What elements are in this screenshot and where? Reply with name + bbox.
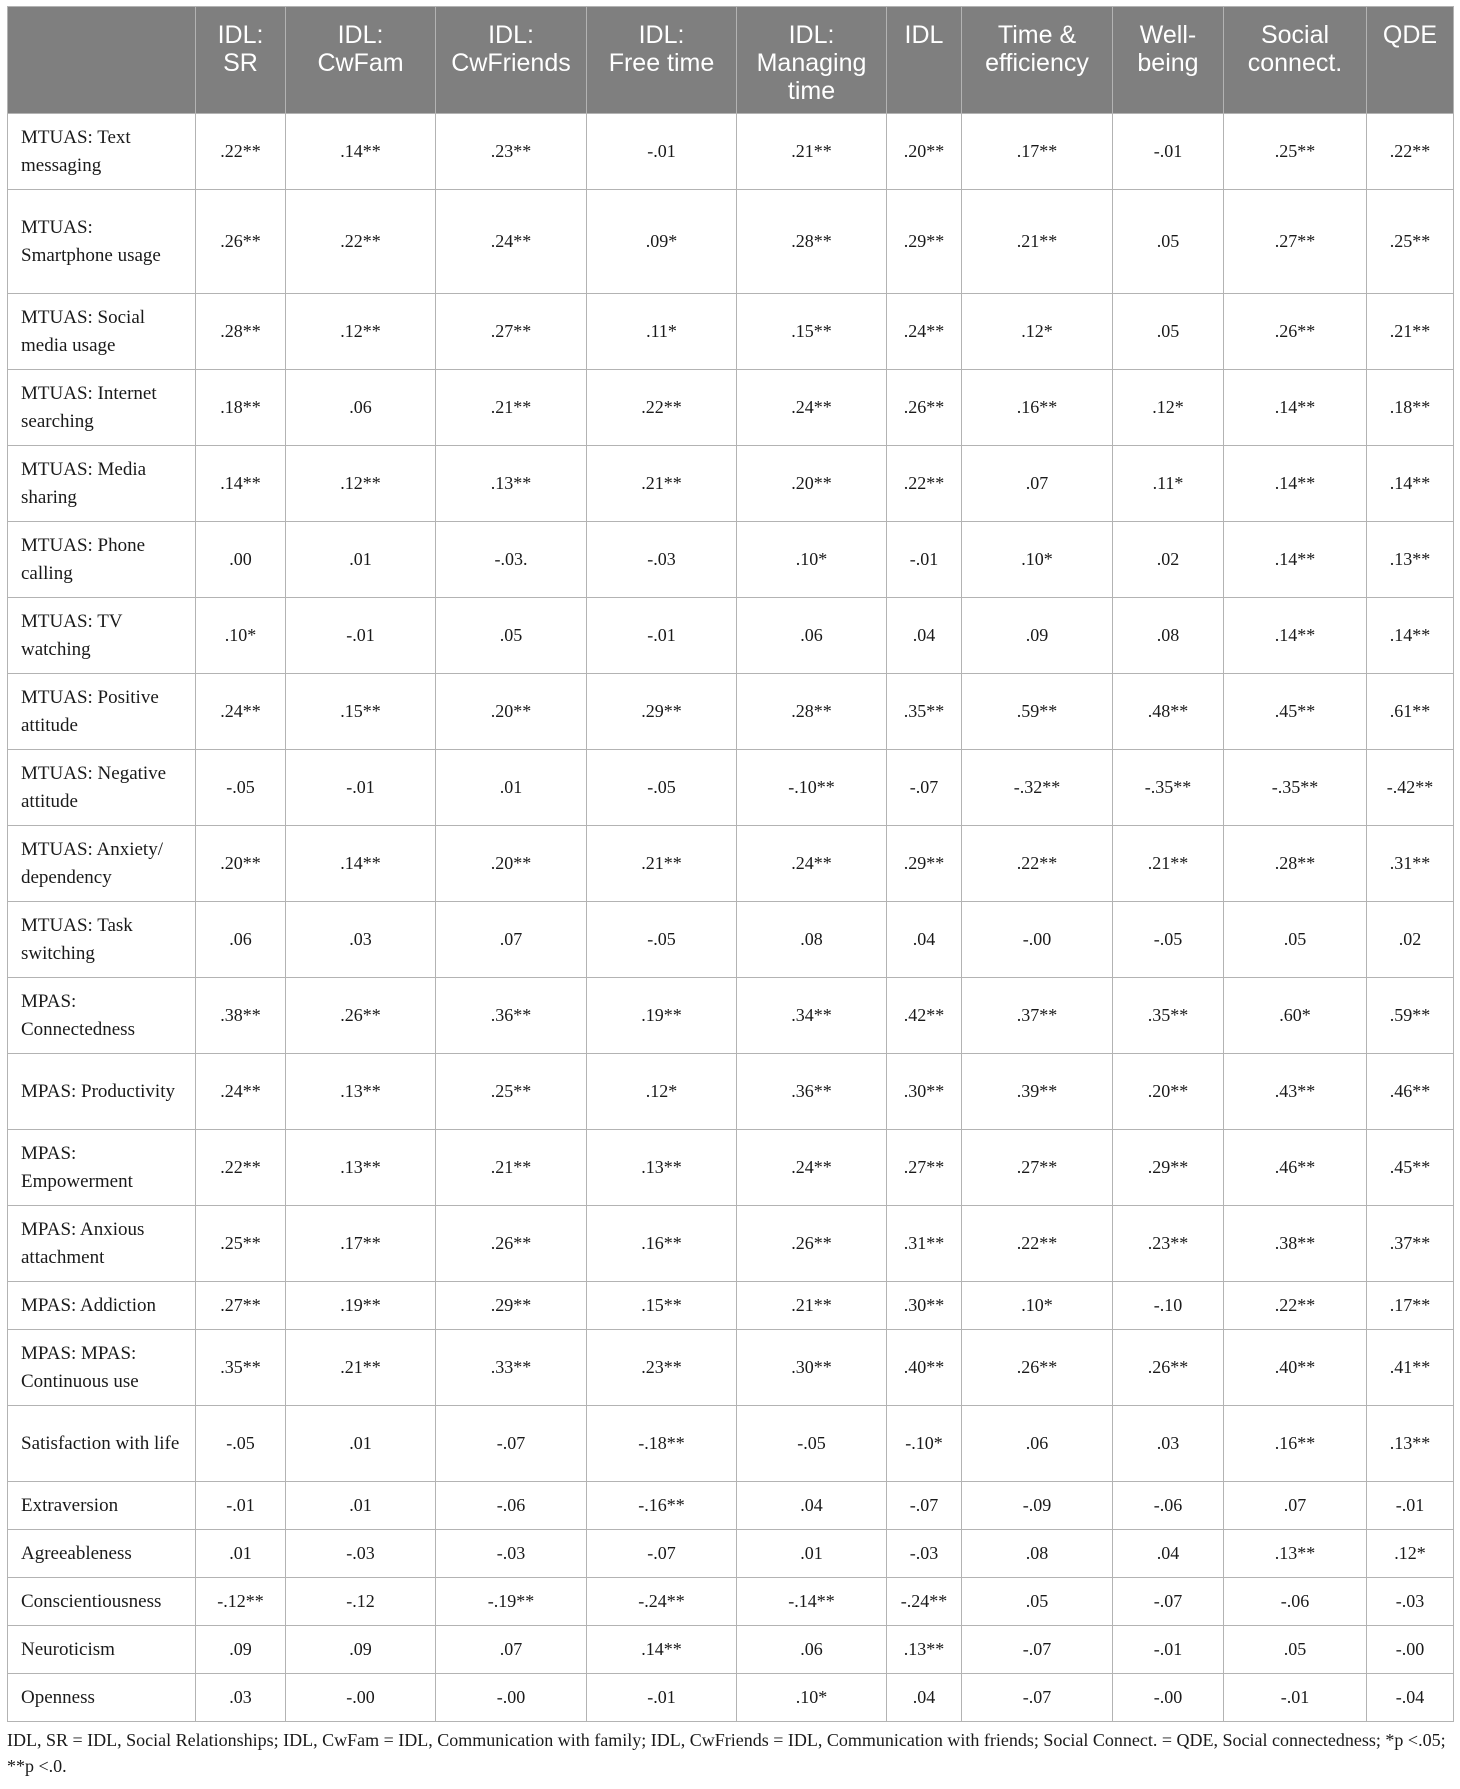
table-cell: .30**	[887, 1054, 962, 1130]
table-cell: .01	[286, 522, 436, 598]
table-footnote: IDL, SR = IDL, Social Relationships; IDL, CwFam = IDL, Communication with family; IDL, CwFriends = IDL, Communication with friends; Social Connect. = QDE, Social connectedness; *p <.05; **p <.0.	[7, 1730, 1446, 1776]
table-cell: .43**	[1224, 1054, 1367, 1130]
table-cell: .30**	[737, 1330, 887, 1406]
column-header: IDL: CwFriends	[436, 7, 587, 114]
table-cell: .40**	[1224, 1330, 1367, 1406]
table-cell: .06	[737, 598, 887, 674]
table-cell: .29**	[1113, 1130, 1224, 1206]
row-label: Neuroticism	[8, 1626, 196, 1674]
table-cell: .04	[887, 1674, 962, 1722]
table-cell: -.01	[1224, 1674, 1367, 1722]
table-cell: .12**	[286, 294, 436, 370]
table-cell: .01	[436, 750, 587, 826]
table-cell: .13**	[286, 1130, 436, 1206]
table-cell: .15**	[587, 1282, 737, 1330]
table-cell: -.05	[587, 750, 737, 826]
header-row	[8, 7, 1454, 114]
row-label: MPAS: Anxious attachment	[8, 1206, 196, 1282]
row-label: MPAS: Connectedness	[8, 978, 196, 1054]
table-cell: .61**	[1367, 674, 1454, 750]
table-cell: .59**	[1367, 978, 1454, 1054]
table-cell: .13**	[1224, 1530, 1367, 1578]
table-cell: .06	[286, 370, 436, 446]
table-row	[8, 1206, 1454, 1282]
table-cell: .22**	[887, 446, 962, 522]
table-cell: .35**	[196, 1330, 286, 1406]
table-cell: .48**	[1113, 674, 1224, 750]
table-cell: -.18**	[587, 1406, 737, 1482]
table-cell: .17**	[1367, 1282, 1454, 1330]
table-cell: .45**	[1224, 674, 1367, 750]
table-cell: -.12**	[196, 1578, 286, 1626]
table-row	[8, 522, 1454, 598]
table-cell: .14**	[196, 446, 286, 522]
table-cell: .20**	[436, 826, 587, 902]
table-cell: .10*	[737, 1674, 887, 1722]
table-cell: -.10	[1113, 1282, 1224, 1330]
table-cell: .17**	[962, 114, 1113, 190]
table-cell: .45**	[1367, 1130, 1454, 1206]
table-cell: .21**	[737, 114, 887, 190]
table-cell: .05	[1113, 190, 1224, 294]
table-cell: .13**	[887, 1626, 962, 1674]
table-cell: .15**	[286, 674, 436, 750]
table-cell: .16**	[587, 1206, 737, 1282]
table-cell: -.03	[1367, 1578, 1454, 1626]
table-cell: .26**	[887, 370, 962, 446]
table-cell: .24**	[196, 1054, 286, 1130]
table-cell: .21**	[587, 826, 737, 902]
table-cell: -.07	[887, 750, 962, 826]
table-cell: .24**	[737, 826, 887, 902]
table-cell: .23**	[1113, 1206, 1224, 1282]
table-row	[8, 1054, 1454, 1130]
table-cell: .20**	[1113, 1054, 1224, 1130]
table-cell: -.05	[196, 1406, 286, 1482]
table-cell: .31**	[1367, 826, 1454, 902]
table-cell: .14**	[587, 1626, 737, 1674]
table-cell: .25**	[1224, 114, 1367, 190]
table-cell: .19**	[587, 978, 737, 1054]
row-label: MTUAS: Negative attitude	[8, 750, 196, 826]
column-header: IDL: SR	[196, 7, 286, 114]
table-cell: -.05	[1113, 902, 1224, 978]
table-cell: .46**	[1367, 1054, 1454, 1130]
table-cell: .05	[962, 1578, 1113, 1626]
table-cell: .08	[1113, 598, 1224, 674]
table-cell: .03	[196, 1674, 286, 1722]
table-cell: -.01	[587, 114, 737, 190]
table-cell: .14**	[286, 114, 436, 190]
table-cell: .11*	[1113, 446, 1224, 522]
table-cell: .24**	[436, 190, 587, 294]
row-label: Openness	[8, 1674, 196, 1722]
table-cell: -.06	[1224, 1578, 1367, 1626]
table-cell: -.14**	[737, 1578, 887, 1626]
table-cell: .46**	[1224, 1130, 1367, 1206]
table-cell: -.01	[286, 750, 436, 826]
table-cell: .14**	[1367, 446, 1454, 522]
table-cell: .02	[1113, 522, 1224, 598]
table-row	[8, 674, 1454, 750]
row-label: MTUAS: Social media usage	[8, 294, 196, 370]
row-label: MPAS: Addiction	[8, 1282, 196, 1330]
table-cell: .27**	[436, 294, 587, 370]
table-cell: .34**	[737, 978, 887, 1054]
table-cell: -.10**	[737, 750, 887, 826]
table-row	[8, 1626, 1454, 1674]
table-cell: .26**	[1113, 1330, 1224, 1406]
table-cell: .17**	[286, 1206, 436, 1282]
table-cell: -.04	[1367, 1674, 1454, 1722]
table-cell: -.03.	[436, 522, 587, 598]
table-cell: .22**	[1224, 1282, 1367, 1330]
table-row	[8, 1330, 1454, 1406]
table-cell: .15**	[737, 294, 887, 370]
table-row	[8, 1130, 1454, 1206]
table-cell: .39**	[962, 1054, 1113, 1130]
table-cell: .21**	[962, 190, 1113, 294]
row-label: MTUAS: Media sharing	[8, 446, 196, 522]
table-cell: .03	[1113, 1406, 1224, 1482]
table-cell: .05	[1224, 902, 1367, 978]
table-cell: .24**	[887, 294, 962, 370]
table-cell: .22**	[286, 190, 436, 294]
table-cell: .07	[436, 1626, 587, 1674]
table-cell: -.07	[436, 1406, 587, 1482]
table-row	[8, 598, 1454, 674]
table-cell: .13**	[1367, 1406, 1454, 1482]
column-header: Social connect.	[1224, 7, 1367, 114]
table-cell: .36**	[737, 1054, 887, 1130]
table-cell: .22**	[962, 826, 1113, 902]
table-row	[8, 1406, 1454, 1482]
table-cell: .38**	[1224, 1206, 1367, 1282]
table-cell: .27**	[887, 1130, 962, 1206]
table-cell: .25**	[436, 1054, 587, 1130]
table-cell: -.01	[887, 522, 962, 598]
table-cell: .06	[737, 1626, 887, 1674]
table-cell: -.32**	[962, 750, 1113, 826]
table-cell: .29**	[587, 674, 737, 750]
table-cell: .14**	[1224, 522, 1367, 598]
table-cell: .07	[436, 902, 587, 978]
table-cell: .12*	[962, 294, 1113, 370]
table-cell: -.24**	[587, 1578, 737, 1626]
table-cell: .19**	[286, 1282, 436, 1330]
table-row	[8, 1282, 1454, 1330]
table-cell: .23**	[587, 1330, 737, 1406]
column-header: Well- being	[1113, 7, 1224, 114]
table-cell: .05	[436, 598, 587, 674]
table-row	[8, 978, 1454, 1054]
table-cell: .27**	[962, 1130, 1113, 1206]
table-cell: .21**	[587, 446, 737, 522]
table-cell: .35**	[1113, 978, 1224, 1054]
table-cell: .13**	[587, 1130, 737, 1206]
table-cell: .22**	[196, 1130, 286, 1206]
table-cell: -.35**	[1113, 750, 1224, 826]
table-cell: .41**	[1367, 1330, 1454, 1406]
table-cell: .14**	[286, 826, 436, 902]
table-cell: .22**	[1367, 114, 1454, 190]
table-cell: .04	[1113, 1530, 1224, 1578]
table-cell: .13**	[436, 446, 587, 522]
table-cell: .28**	[737, 674, 887, 750]
table-row	[8, 1482, 1454, 1530]
table-cell: .31**	[887, 1206, 962, 1282]
table-cell: .10*	[962, 1282, 1113, 1330]
table-cell: -.03	[587, 522, 737, 598]
table-cell: -.16**	[587, 1482, 737, 1530]
table-cell: -.06	[1113, 1482, 1224, 1530]
table-cell: .16**	[962, 370, 1113, 446]
table-cell: -.03	[887, 1530, 962, 1578]
table-cell: -.07	[587, 1530, 737, 1578]
table-cell: .02	[1367, 902, 1454, 978]
row-label: MTUAS: Anxiety/ dependency	[8, 826, 196, 902]
table-cell: -.01	[587, 598, 737, 674]
table-cell: -.00	[286, 1674, 436, 1722]
table-cell: .22**	[587, 370, 737, 446]
table-cell: .21**	[1113, 826, 1224, 902]
table-cell: .13**	[1367, 522, 1454, 598]
table-body	[8, 114, 1454, 1722]
table-cell: -.03	[286, 1530, 436, 1578]
table-cell: .29**	[436, 1282, 587, 1330]
table-cell: -.12	[286, 1578, 436, 1626]
table-cell: .12**	[286, 446, 436, 522]
table-cell: -.01	[1367, 1482, 1454, 1530]
table-cell: -.01	[286, 598, 436, 674]
table-cell: .21**	[1367, 294, 1454, 370]
table-cell: .08	[737, 902, 887, 978]
table-cell: -.05	[737, 1406, 887, 1482]
table-cell: -.09	[962, 1482, 1113, 1530]
table-cell: .05	[1224, 1626, 1367, 1674]
row-label: MTUAS: TV watching	[8, 598, 196, 674]
table-cell: .09	[286, 1626, 436, 1674]
table-cell: .21**	[737, 1282, 887, 1330]
table-cell: .10*	[962, 522, 1113, 598]
table-cell: .40**	[887, 1330, 962, 1406]
table-cell: .21**	[286, 1330, 436, 1406]
table-cell: .60*	[1224, 978, 1367, 1054]
row-label: Agreeableness	[8, 1530, 196, 1578]
row-label: MPAS: Productivity	[8, 1054, 196, 1130]
table-cell: .21**	[436, 1130, 587, 1206]
table-cell: -.00	[962, 902, 1113, 978]
table-cell: .04	[887, 902, 962, 978]
table-cell: .01	[196, 1530, 286, 1578]
row-label: MTUAS: Internet searching	[8, 370, 196, 446]
correlation-table-container	[7, 6, 1453, 1722]
row-label: MPAS: MPAS: Continuous use	[8, 1330, 196, 1406]
table-cell: .22**	[196, 114, 286, 190]
table-cell: .27**	[196, 1282, 286, 1330]
table-cell: .20**	[196, 826, 286, 902]
table-cell: .12*	[587, 1054, 737, 1130]
table-cell: .22**	[962, 1206, 1113, 1282]
table-cell: .26**	[1224, 294, 1367, 370]
table-cell: -.00	[1367, 1626, 1454, 1674]
table-cell: -.01	[587, 1674, 737, 1722]
table-cell: .25**	[196, 1206, 286, 1282]
table-row	[8, 1530, 1454, 1578]
table-cell: .28**	[737, 190, 887, 294]
row-label: Satisfaction with life	[8, 1406, 196, 1482]
table-cell: .14**	[1224, 446, 1367, 522]
column-header: IDL: CwFam	[286, 7, 436, 114]
table-row	[8, 294, 1454, 370]
table-cell: .20**	[737, 446, 887, 522]
table-cell: .07	[1224, 1482, 1367, 1530]
table-cell: .28**	[1224, 826, 1367, 902]
table-cell: -.00	[436, 1674, 587, 1722]
table-cell: -.05	[587, 902, 737, 978]
table-cell: -.42**	[1367, 750, 1454, 826]
table-cell: .04	[737, 1482, 887, 1530]
table-cell: .28**	[196, 294, 286, 370]
table-row	[8, 114, 1454, 190]
table-cell: .10*	[196, 598, 286, 674]
table-cell: .38**	[196, 978, 286, 1054]
table-cell: -.06	[436, 1482, 587, 1530]
table-cell: .14**	[1367, 598, 1454, 674]
table-cell: .29**	[887, 826, 962, 902]
table-cell: -.05	[196, 750, 286, 826]
table-cell: .26**	[737, 1206, 887, 1282]
table-cell: -.07	[1113, 1578, 1224, 1626]
table-cell: .26**	[286, 978, 436, 1054]
table-cell: .06	[962, 1406, 1113, 1482]
table-cell: .26**	[196, 190, 286, 294]
table-row	[8, 902, 1454, 978]
table-cell: .26**	[436, 1206, 587, 1282]
table-row	[8, 446, 1454, 522]
table-cell: .21**	[436, 370, 587, 446]
table-cell: -.07	[887, 1482, 962, 1530]
table-cell: .09	[196, 1626, 286, 1674]
table-cell: .12*	[1113, 370, 1224, 446]
column-header: IDL: Free time	[587, 7, 737, 114]
table-cell: .20**	[436, 674, 587, 750]
table-cell: .05	[1113, 294, 1224, 370]
table-cell: -.03	[436, 1530, 587, 1578]
table-cell: .11*	[587, 294, 737, 370]
table-cell: .12*	[1367, 1530, 1454, 1578]
table-cell: .13**	[286, 1054, 436, 1130]
table-cell: -.07	[962, 1626, 1113, 1674]
table-cell: .03	[286, 902, 436, 978]
row-label: Extraversion	[8, 1482, 196, 1530]
table-cell: -.00	[1113, 1674, 1224, 1722]
table-row	[8, 190, 1454, 294]
column-header: IDL	[887, 7, 962, 114]
table-cell: .14**	[1224, 370, 1367, 446]
header-corner	[8, 7, 196, 114]
table-cell: .01	[286, 1406, 436, 1482]
table-row	[8, 370, 1454, 446]
table-cell: .37**	[1367, 1206, 1454, 1282]
row-label: MPAS: Empowerment	[8, 1130, 196, 1206]
table-cell: .37**	[962, 978, 1113, 1054]
table-cell: .30**	[887, 1282, 962, 1330]
table-cell: .24**	[196, 674, 286, 750]
table-cell: -.35**	[1224, 750, 1367, 826]
table-cell: .33**	[436, 1330, 587, 1406]
table-cell: .24**	[737, 370, 887, 446]
row-label: MTUAS: Task switching	[8, 902, 196, 978]
row-label: MTUAS: Phone calling	[8, 522, 196, 598]
table-cell: .42**	[887, 978, 962, 1054]
table-row	[8, 750, 1454, 826]
table-cell: .08	[962, 1530, 1113, 1578]
table-cell: -.19**	[436, 1578, 587, 1626]
table-cell: -.01	[1113, 1626, 1224, 1674]
table-cell: .00	[196, 522, 286, 598]
table-row	[8, 1674, 1454, 1722]
table-cell: .01	[286, 1482, 436, 1530]
table-cell: .16**	[1224, 1406, 1367, 1482]
table-cell: .14**	[1224, 598, 1367, 674]
table-row	[8, 826, 1454, 902]
table-cell: -.01	[1113, 114, 1224, 190]
table-cell: .23**	[436, 114, 587, 190]
table-cell: .10*	[737, 522, 887, 598]
table-cell: -.01	[196, 1482, 286, 1530]
table-cell: .25**	[1367, 190, 1454, 294]
table-cell: .01	[737, 1530, 887, 1578]
row-label: MTUAS: Text messaging	[8, 114, 196, 190]
table-row	[8, 1578, 1454, 1626]
table-cell: .35**	[887, 674, 962, 750]
table-cell: .24**	[737, 1130, 887, 1206]
table-cell: .59**	[962, 674, 1113, 750]
table-cell: .09*	[587, 190, 737, 294]
table-cell: .20**	[887, 114, 962, 190]
table-cell: .09	[962, 598, 1113, 674]
column-header: QDE	[1367, 7, 1454, 114]
row-label: MTUAS: Positive attitude	[8, 674, 196, 750]
row-label: MTUAS: Smartphone usage	[8, 190, 196, 294]
table-cell: -.07	[962, 1674, 1113, 1722]
table-cell: .18**	[1367, 370, 1454, 446]
correlation-table	[7, 6, 1454, 1722]
table-cell: .07	[962, 446, 1113, 522]
table-cell: .26**	[962, 1330, 1113, 1406]
table-cell: .27**	[1224, 190, 1367, 294]
table-cell: .06	[196, 902, 286, 978]
table-cell: .36**	[436, 978, 587, 1054]
table-cell: -.24**	[887, 1578, 962, 1626]
table-cell: -.10*	[887, 1406, 962, 1482]
table-cell: .18**	[196, 370, 286, 446]
column-header: Time & efficiency	[962, 7, 1113, 114]
table-cell: .29**	[887, 190, 962, 294]
row-label: Conscientiousness	[8, 1578, 196, 1626]
table-cell: .04	[887, 598, 962, 674]
column-header: IDL: Managing time	[737, 7, 887, 114]
